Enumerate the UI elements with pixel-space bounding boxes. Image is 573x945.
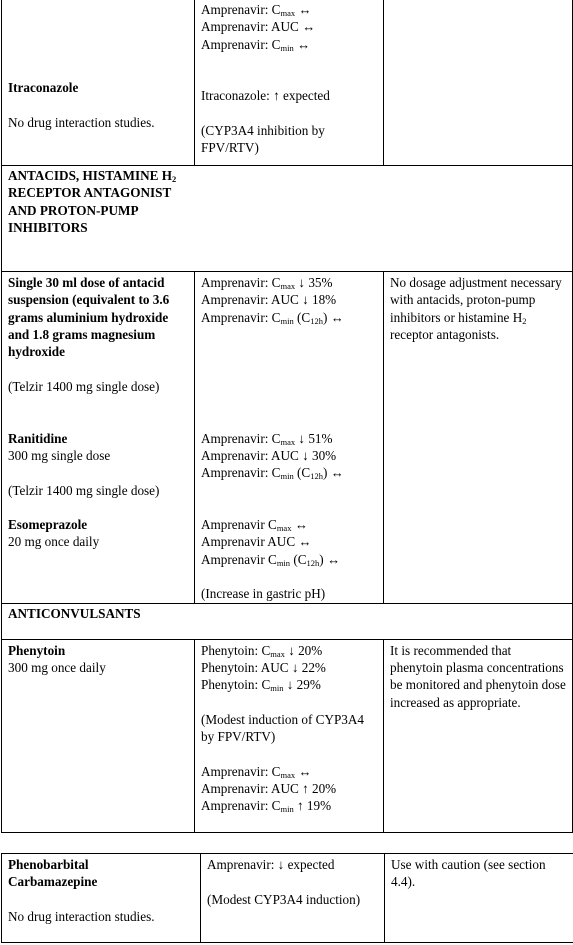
recommendation-text: No dosage adjustment necessary with antacids, proton-pump inhibitors or histamine $H_2$ receptor antagonists. (390, 275, 562, 342)
drug-name: Phenobarbital (8, 857, 89, 872)
recommendation-text: Use with caution (see section 4.4). (391, 857, 546, 890)
section-header-row (2, 166, 573, 272)
dose-text: 20 mg once daily (8, 534, 100, 550)
interaction-table (1, 0, 573, 833)
effect-line: Amprenavir AUC ↔ (201, 534, 312, 550)
dose-text: (Telzir 1400 mg single dose) (8, 378, 160, 394)
effect-line: Amprenavir: $C_{min}$ ↑ 19% (201, 798, 332, 815)
recommendation-cell (384, 272, 573, 604)
table-row (2, 272, 573, 604)
table-row (2, 854, 573, 943)
effect-line: Amprenavir: AUC ↓ 18% (201, 292, 337, 308)
mechanism-text: (Modest CYP3A4 induction) (207, 891, 361, 907)
drug-cell (2, 639, 195, 832)
drug-cell (2, 854, 201, 943)
effect-line: Amprenavir: $C_{max}$ ↓ 51% (201, 430, 333, 447)
effect-cell (195, 0, 384, 166)
interaction-table-continued (1, 853, 573, 943)
effect-line: Amprenavir: $C_{max}$ ↔ (201, 2, 312, 18)
section-title: ANTICONVULSANTS (8, 605, 141, 621)
effect-line: Phenytoin: $C_{min}$ ↓ 29% (201, 677, 321, 694)
effect-line: Amprenavir $C_{min}$ $(C_{12h})$ ↔ (201, 551, 341, 568)
drug-cell (2, 272, 195, 604)
drug-name: Ranitidine (8, 430, 68, 446)
drug-note: No drug interaction studies. (8, 908, 155, 924)
effect-line: Amprenavir: $C_{max}$ ↔ (201, 763, 312, 780)
mechanism-text: (CYP3A4 inhibition by FPV/RTV) (201, 123, 325, 156)
effect-line: Amprenavir: ↓ expected (207, 857, 335, 872)
table-row (2, 0, 573, 166)
dose-text: 300 mg single dose (8, 447, 111, 463)
recommendation-cell (385, 854, 573, 943)
effect-cell (195, 272, 384, 604)
effect-line: Amprenavir $C_{max}$ ↔ (201, 517, 308, 534)
effect-cell (195, 639, 384, 832)
drug-cell (2, 0, 195, 166)
mechanism-text: (Increase in gastric pH) (201, 586, 326, 602)
recommendation-cell (384, 639, 573, 832)
effect-line: Amprenavir: $C_{max}$ ↓ 35% (201, 275, 333, 291)
effect-line: Amprenavir: AUC ↓ 30% (201, 447, 337, 463)
effect-line: Amprenavir: AUC ↑ 20% (201, 781, 337, 797)
section-header (2, 603, 573, 639)
recommendation-cell (384, 0, 573, 166)
drug-name: Itraconazole (8, 80, 79, 96)
section-header-row (2, 603, 573, 639)
dose-text: (Telzir 1400 mg single dose) (8, 482, 160, 498)
effect-line: Amprenavir: $C_{min}$ $(C_{12h})$ ↔ (201, 309, 344, 326)
effect-cell (201, 854, 385, 943)
dose-text: 300 mg once daily (8, 659, 106, 675)
recommendation-text: It is recommended that phenytoin plasma concentrations be monitored and phenytoin dose increased as appropriate. (390, 642, 566, 710)
drug-note: No drug interaction studies. (8, 115, 155, 131)
effect-line: Amprenavir: $C_{min}$ ↔ (201, 36, 311, 53)
effect-line: Amprenavir: AUC ↔ (201, 19, 316, 35)
effect-line: Itraconazole: ↑ expected (201, 88, 330, 104)
section-header (2, 166, 573, 272)
section-title: ANTACIDS, HISTAMINE $H_2$ RECEPTOR ANTAGONIST AND PROTON-PUMP INHIBITORS (8, 168, 177, 235)
drug-name: Carbamazepine (8, 874, 98, 890)
drug-name: Esomeprazole (8, 517, 88, 533)
effect-line: Phenytoin: AUC ↓ 22% (201, 659, 326, 675)
table-row (2, 639, 573, 832)
drug-name: Phenytoin (8, 642, 66, 658)
effect-line: Amprenavir: $C_{min}$ $(C_{12h})$ ↔ (201, 465, 344, 482)
mechanism-text: (Modest induction of CYP3A4 by FPV/RTV) (201, 711, 365, 745)
effect-line: Phenytoin: $C_{max}$ ↓ 20% (201, 642, 323, 659)
drug-name: Single 30 ml dose of antacid suspension (equivalent to 3.6 grams aluminium hydroxide and 1.8 grams magnesium hydroxide (8, 275, 170, 360)
